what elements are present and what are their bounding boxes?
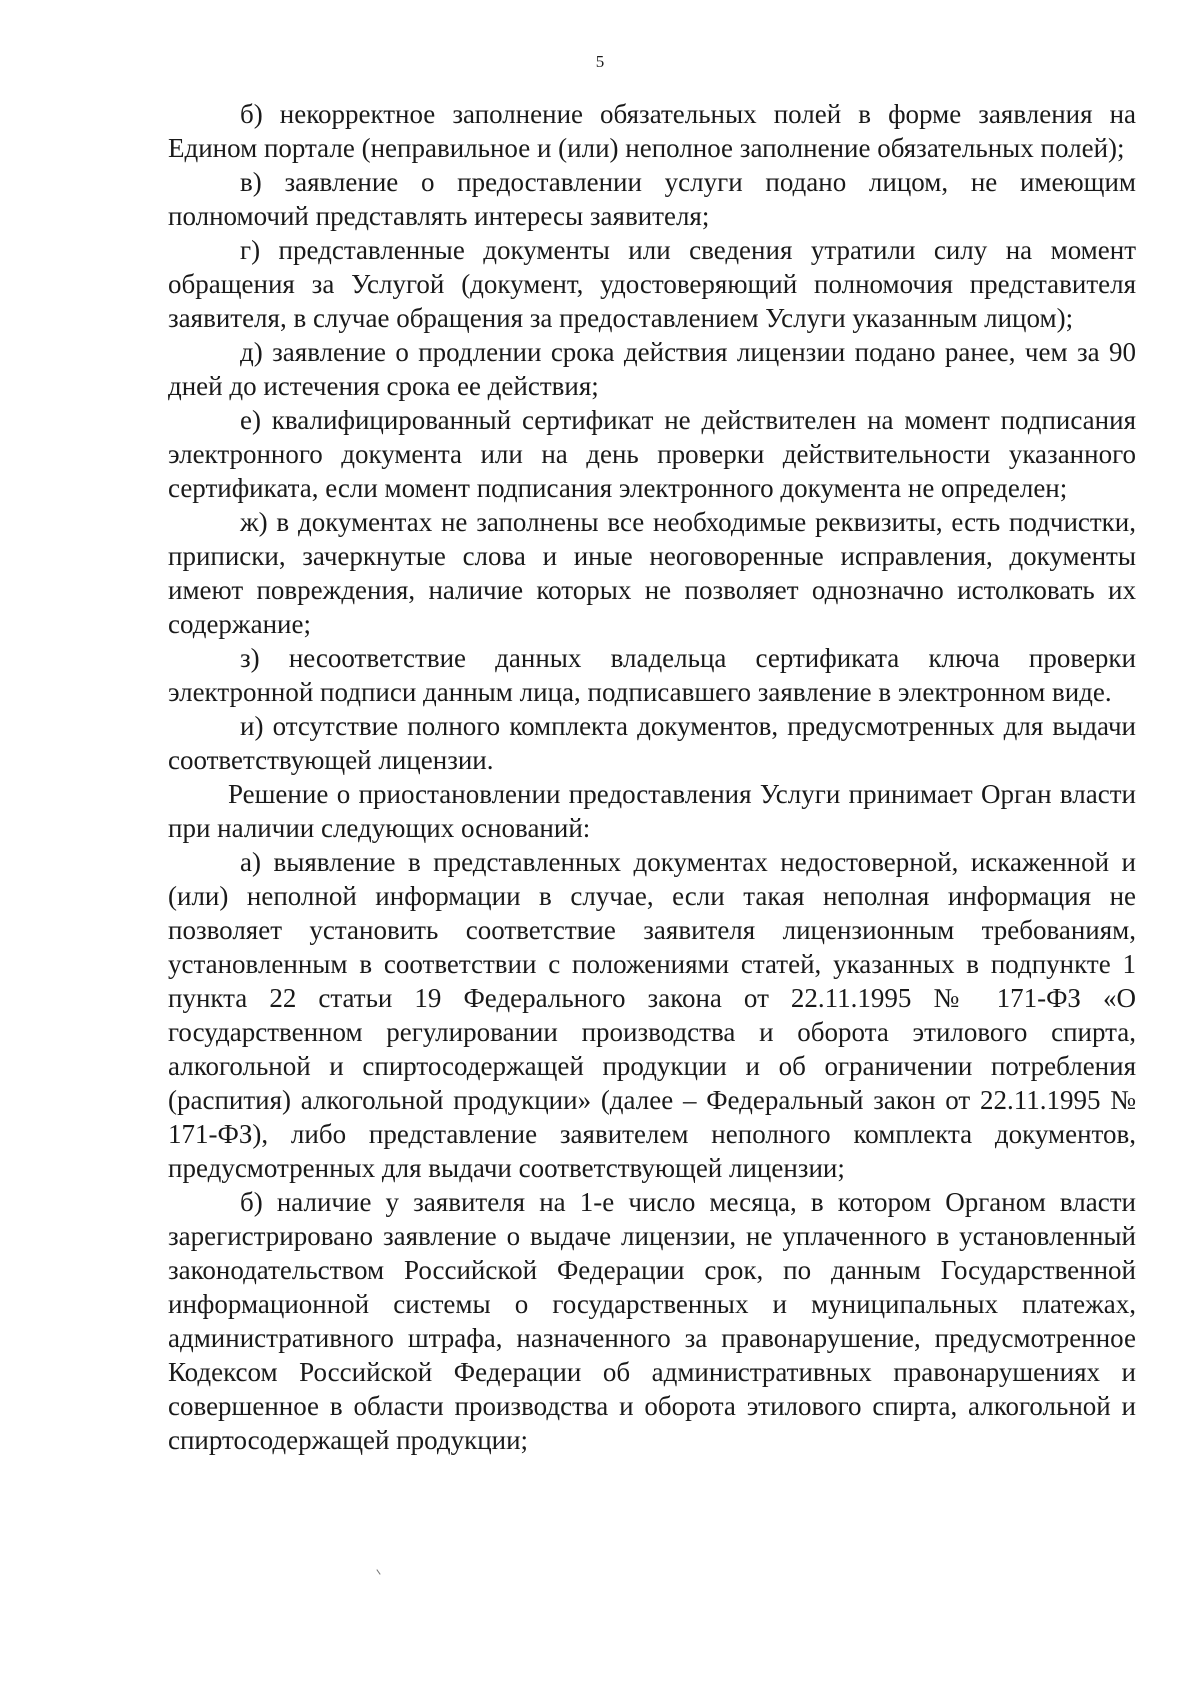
paragraph-item-d-early-renewal: д) заявление о продлении срока действия лицензии подано ранее, чем за 90 дней до истечения срока ее действия; [168,337,1136,401]
paragraph-item-g-expired-documents: г) представленные документы или сведения утратили силу на момент обращения за Услугой (документ, удостоверяющий полномочия представителя заявителя, в случае обращения за предоставлением Услуги указанным лицом); [168,235,1136,333]
paragraph-item-e-invalid-certificate: е) квалифицированный сертификат не действителен на момент подписания электронного документа или на день проверки действительности указанного сертификата, если момент подписания электронного документа не определен; [168,405,1136,503]
paragraph-item-a-inaccurate-info: а) выявление в представленных документах недостоверной, искаженной и (или) неполной информации в случае, если такая неполная информация не позволяет установить соответствие заявителя лицензионным требованиям, установленным в соответствии с положениями статей, указанных в подпункте 1 пункта 22 статьи 19 Федерального закона от 22.11.1995 № 171-ФЗ «О государственном регулировании производства и оборота этилового спирта, алкогольной и спиртосодержащей продукции и об ограничении потребления (распития) алкогольной продукции» (далее – Федеральный закон от 22.11.1995 № 171-ФЗ), либо представление заявителем неполного комплекта документов, предусмотренных для выдачи соответствующей лицензии; [168,847,1136,1183]
page-number: 5 [595,52,605,71]
paragraph-item-v-no-authority: в) заявление о предоставлении услуги подано лицом, не имеющим полномочий представлять интересы заявителя; [168,167,1136,231]
document-body [168,97,1136,1457]
paragraph-item-z-signature-mismatch: з) несоответствие данных владельца сертификата ключа проверки электронной подписи данным лица, подписавшего заявление в электронном виде. [168,643,1136,707]
paragraph-item-zh-missing-requisites: ж) в документах не заполнены все необходимые реквизиты, есть подчистки, приписки, зачеркнутые слова и иные неоговоренные исправления, документы имеют повреждения, наличие которых не позволяет однозначно истолковать их содержание; [168,507,1136,639]
paragraph-suspension-decision: Решение о приостановлении предоставления Услуги принимает Орган власти при наличии следующих оснований: [168,779,1136,843]
paragraph-item-b-incorrect-fields: б) некорректное заполнение обязательных полей в форме заявления на Едином портале (неправильное и (или) неполное заполнение обязательных полей); [168,99,1136,163]
paragraph-item-i-incomplete-set: и) отсутствие полного комплекта документов, предусмотренных для выдачи соответствующей лицензии. [168,711,1136,775]
scan-artifact [376,1569,380,1574]
paragraph-item-b-unpaid-fine: б) наличие у заявителя на 1-е число месяца, в котором Органом власти зарегистрировано заявление о выдаче лицензии, не уплаченного в установленный законодательством Российской Федерации срок, по данным Государственной информационной системы о государственных и муниципальных платежах, административного штрафа, назначенного за правонарушение, предусмотренное Кодексом Российской Федерации об административных правонарушениях и совершенное в области производства и оборота этилового спирта, алкогольной и спиртосодержащей продукции; [168,1187,1136,1455]
